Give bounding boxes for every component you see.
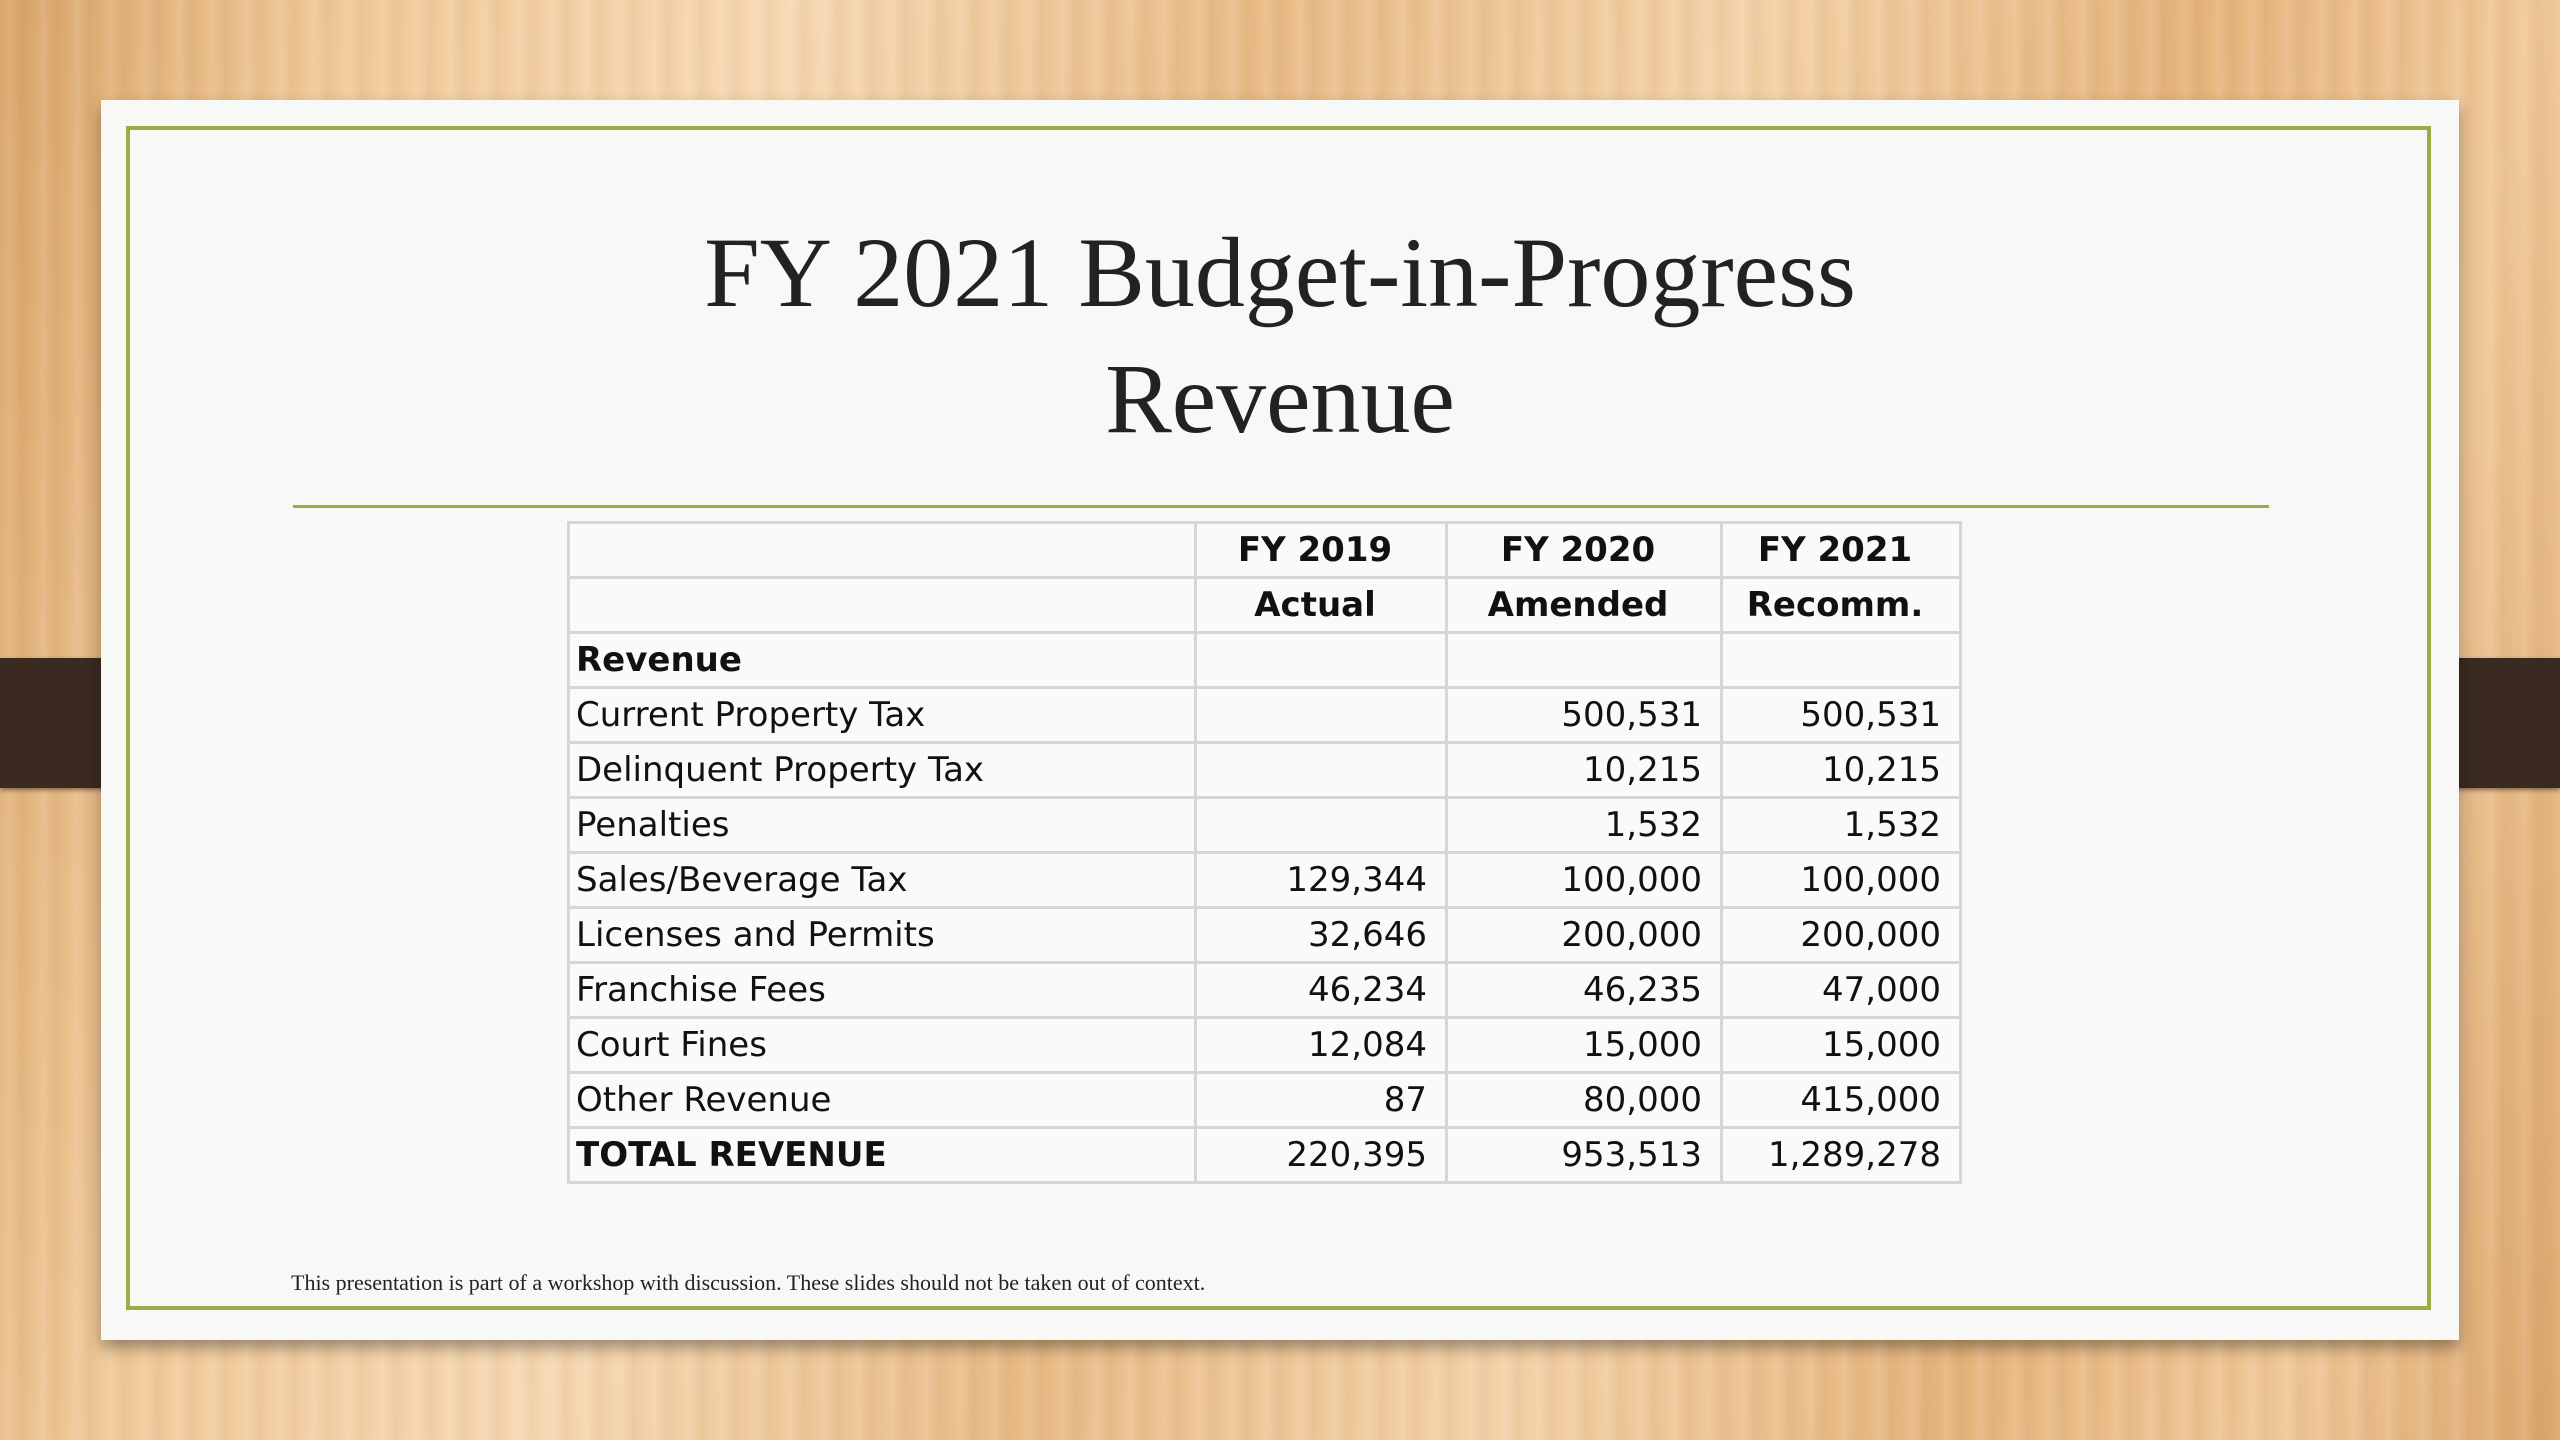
table-row xyxy=(569,798,1961,853)
fy2019-value xyxy=(1196,798,1447,853)
row-label: Licenses and Permits xyxy=(569,908,1196,963)
fy2021-value: 47,000 xyxy=(1722,963,1961,1018)
row-label: Other Revenue xyxy=(569,1073,1196,1128)
table-row xyxy=(569,963,1961,1018)
empty-cell xyxy=(1447,633,1722,688)
fy2021-value: 100,000 xyxy=(1722,853,1961,908)
fy2020-value: 15,000 xyxy=(1447,1018,1722,1073)
fy2019-value: 32,646 xyxy=(1196,908,1447,963)
header-cell: Actual xyxy=(1196,578,1447,633)
fy2020-value: 1,532 xyxy=(1447,798,1722,853)
table-row xyxy=(569,1073,1961,1128)
fy2020-value: 80,000 xyxy=(1447,1073,1722,1128)
header-cell: Recomm. xyxy=(1722,578,1961,633)
row-label: Delinquent Property Tax xyxy=(569,743,1196,798)
fy2019-value: 87 xyxy=(1196,1073,1447,1128)
row-label: Penalties xyxy=(569,798,1196,853)
empty-cell xyxy=(1722,633,1961,688)
total-label: TOTAL REVENUE xyxy=(569,1128,1196,1183)
total-fy2020-value: 953,513 xyxy=(1447,1128,1722,1183)
table-row xyxy=(569,908,1961,963)
section-row xyxy=(569,633,1961,688)
fy2020-value: 500,531 xyxy=(1447,688,1722,743)
title-divider xyxy=(293,505,2269,508)
empty-cell xyxy=(1196,633,1447,688)
fy2021-value: 10,215 xyxy=(1722,743,1961,798)
header-cell xyxy=(569,523,1196,578)
table-row xyxy=(569,853,1961,908)
total-fy2019-value: 220,395 xyxy=(1196,1128,1447,1183)
header-cell: Amended xyxy=(1447,578,1722,633)
header-cell xyxy=(569,578,1196,633)
total-row xyxy=(569,1128,1961,1183)
row-label: Current Property Tax xyxy=(569,688,1196,743)
disclaimer-footnote: This presentation is part of a workshop with discussion. These slides should not be taken out of context. xyxy=(291,1270,1206,1295)
row-label: Sales/Beverage Tax xyxy=(569,853,1196,908)
fy2020-value: 46,235 xyxy=(1447,963,1722,1018)
slide xyxy=(101,100,2459,1340)
fy2019-value: 129,344 xyxy=(1196,853,1447,908)
fy2020-value: 200,000 xyxy=(1447,908,1722,963)
fy2019-value: 12,084 xyxy=(1196,1018,1447,1073)
fy2021-value: 500,531 xyxy=(1722,688,1961,743)
header-cell: FY 2019 xyxy=(1196,523,1447,578)
revenue-table xyxy=(567,521,1962,1184)
row-label: Franchise Fees xyxy=(569,963,1196,1018)
row-label: Court Fines xyxy=(569,1018,1196,1073)
section-label: Revenue xyxy=(569,633,1196,688)
fy2021-value: 415,000 xyxy=(1722,1073,1961,1128)
table-row xyxy=(569,688,1961,743)
fy2020-value: 100,000 xyxy=(1447,853,1722,908)
fy2020-value: 10,215 xyxy=(1447,743,1722,798)
total-fy2021-value: 1,289,278 xyxy=(1722,1128,1961,1183)
slide-title-line-1: FY 2021 Budget-in-Progress xyxy=(704,217,1856,328)
fy2021-value: 200,000 xyxy=(1722,908,1961,963)
header-cell: FY 2021 xyxy=(1722,523,1961,578)
slide-title xyxy=(101,210,2459,462)
header-row-status xyxy=(569,578,1961,633)
header-row-years xyxy=(569,523,1961,578)
slide-title-line-2: Revenue xyxy=(1105,343,1455,454)
fy2021-value: 15,000 xyxy=(1722,1018,1961,1073)
fy2019-value: 46,234 xyxy=(1196,963,1447,1018)
fy2019-value xyxy=(1196,743,1447,798)
table-row xyxy=(569,1018,1961,1073)
header-cell: FY 2020 xyxy=(1447,523,1722,578)
fy2021-value: 1,532 xyxy=(1722,798,1961,853)
fy2019-value xyxy=(1196,688,1447,743)
table-row xyxy=(569,743,1961,798)
